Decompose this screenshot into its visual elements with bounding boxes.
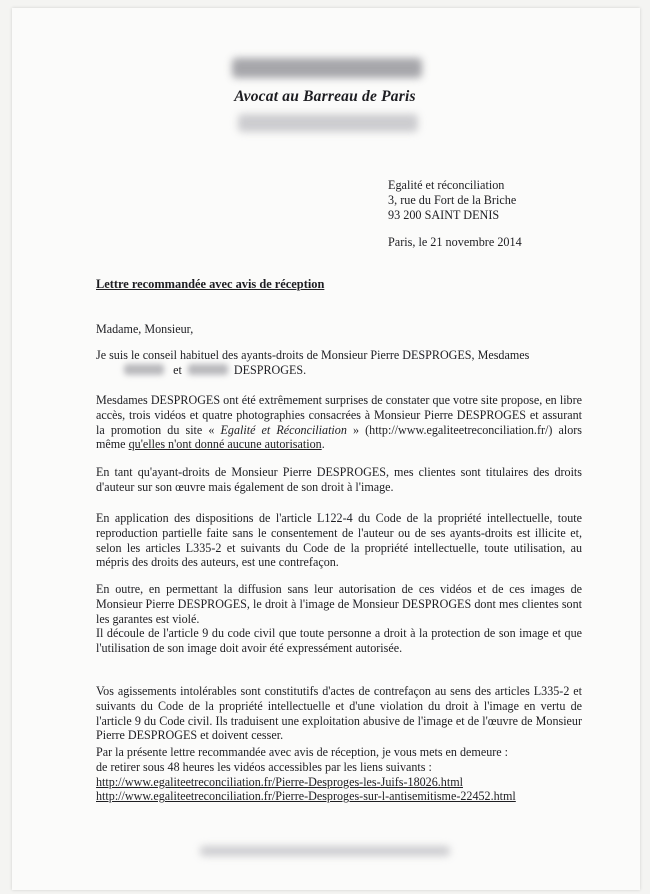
recipient-address	[388, 178, 516, 223]
paragraph-4: En application des dispositions de l'article L122-4 du Code de la propriété intellectuelle, toute reproduction partielle faite sans le consentement de l'auteur ou de ses ayants-droits est illicite et, selon les articles L335-2 et suivants du Code de la propriété intellectuelle, toute utilisation, au mépris des droits des auteurs, est une contrefaçon.	[96, 511, 582, 570]
paragraph-7	[96, 745, 582, 804]
redacted-sender-address	[238, 114, 418, 132]
letter-date: Paris, le 21 novembre 2014	[388, 235, 522, 249]
paragraph-7-a: Par la présente lettre recommandée avec avis de réception, je vous mets en demeure :	[96, 745, 509, 759]
recipient-line-2: 3, rue du Fort de la Briche	[388, 193, 517, 207]
paragraph-2	[96, 393, 582, 452]
paragraph-5-b: Il découle de l'article 9 du code civil que toute personne a droit à la protection de son image et que l'utilisation de son image doit avoir été expressément autorisée.	[96, 626, 582, 656]
redacted-name-1	[124, 364, 164, 375]
paragraph-2-site-name: Egalité et Réconciliation	[220, 422, 347, 437]
salutation: Madame, Monsieur,	[96, 322, 194, 336]
paragraph-7-b: de retirer sous 48 heures les vidéos accessibles par les liens suivants :	[96, 759, 432, 774]
paragraph-5-a: En outre, en permettant la diffusion sans leur autorisation de ces vidéos et de ces images de Monsieur Pierre DESPROGES, le droit à l'image de Monsieur DESPROGES dont mes clientes sont les garantes est violé.	[96, 582, 582, 626]
video-link-1[interactable]: http://www.egaliteetreconciliation.fr/Pierre-Desproges-les-Juifs-18026.html	[96, 774, 463, 789]
paragraph-1-end: DESPROGES.	[233, 362, 307, 377]
paragraph-2-text-a: Mesdames DESPROGES ont été extrêmement surprises de constater que votre site propose, en libre accès, trois vidéos et quatre photographies consacrées à Monsieur Pierre DESPROGES et assurant la promotion du site «	[96, 393, 582, 437]
paragraph-1-text: Je suis le conseil habituel des ayants-droits de Monsieur Pierre DESPROGES, Mesdames	[96, 348, 530, 362]
letterhead-title: Avocat au Barreau de Paris	[234, 88, 416, 105]
paragraph-6: Vos agissements intolérables sont constitutifs d'actes de contrefaçon au sens des articles L335-2 et suivants du Code de la propriété intellectuelle et d'une violation du droit à l'image en vertu de l'article 9 du Code civil. Ils traduisent une exploitation abusive de l'image et de l'œuvre de Monsieur Pierre DESPROGES et doivent cesser.	[96, 684, 582, 743]
paragraph-2-text-b: » (http://www.egaliteetreconciliation.fr/) alors même	[96, 422, 582, 452]
paragraph-3: En tant qu'ayant-droits de Monsieur Pierre DESPROGES, mes clientes sont titulaires des droits d'auteur sur son œuvre mais également de son droit à l'image.	[96, 465, 582, 494]
letter-subject: Lettre recommandée avec avis de réception	[96, 277, 325, 291]
redacted-footer	[200, 846, 450, 856]
recipient-line-1: Egalité et réconciliation	[388, 178, 505, 192]
paragraph-2-emphasis: qu'elles n'ont donné aucune autorisation	[128, 437, 322, 452]
paragraph-2-end: .	[321, 437, 325, 452]
redacted-sender-name	[232, 58, 422, 78]
redacted-name-2	[188, 364, 228, 375]
paragraph-1-et: et	[173, 362, 182, 377]
recipient-line-3: 93 200 SAINT DENIS	[388, 208, 500, 222]
paragraph-5	[96, 582, 582, 656]
video-link-2[interactable]: http://www.egaliteetreconciliation.fr/Pierre-Desproges-sur-l-antisemitisme-22452.html	[96, 789, 516, 804]
paragraph-1	[96, 348, 582, 378]
